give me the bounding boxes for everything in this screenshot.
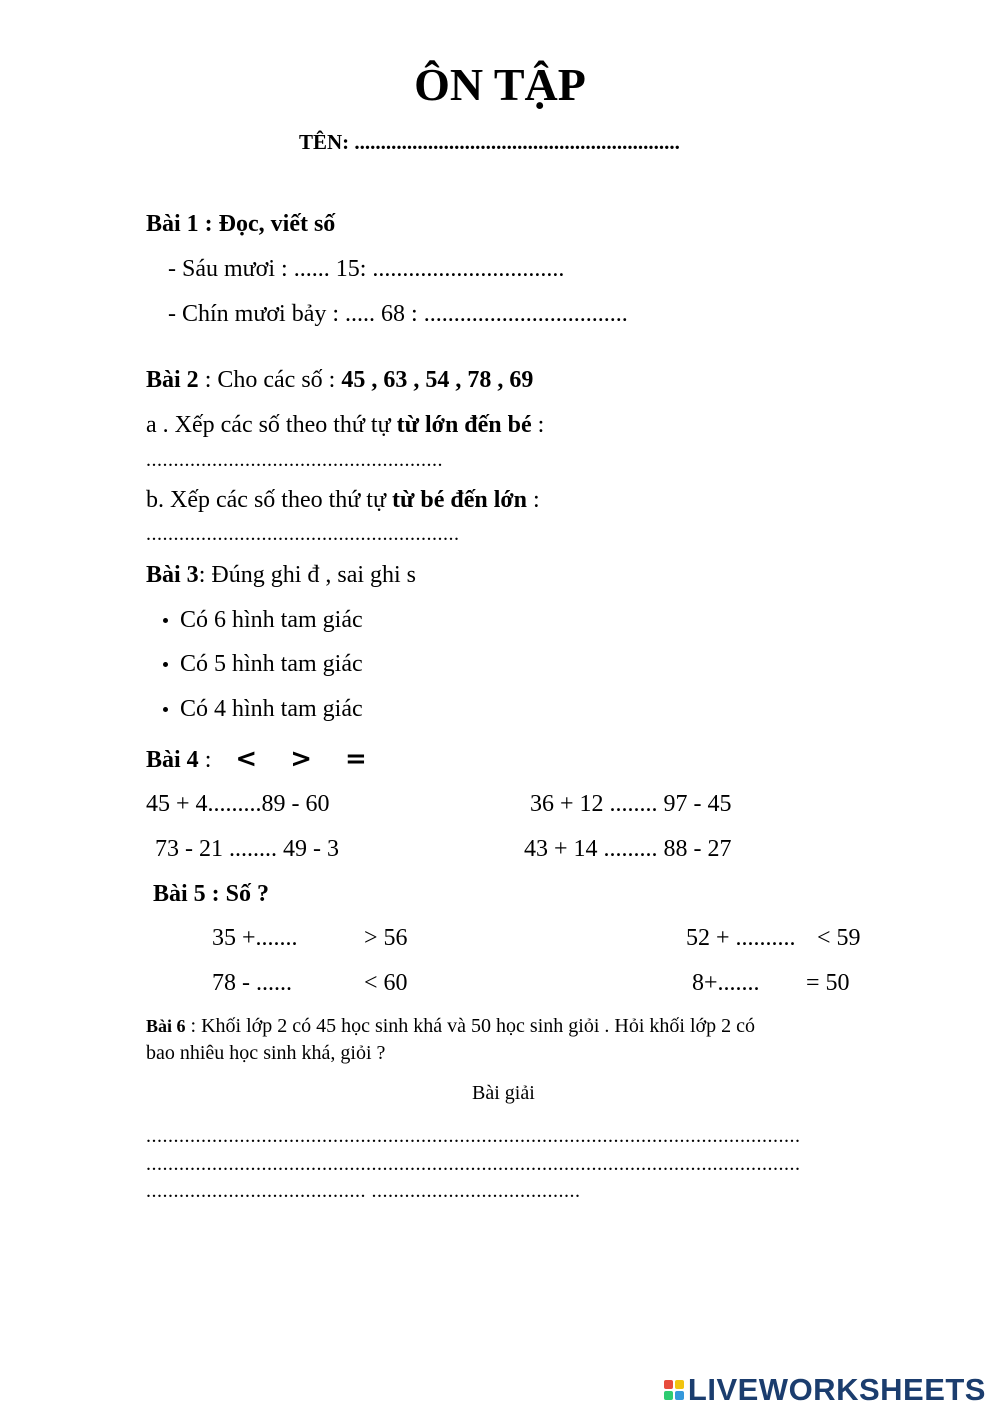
name-field[interactable]: TÊN: .............................................................. xyxy=(299,130,680,154)
comparison-symbols: < > = xyxy=(235,744,379,774)
bai5-heading: Bài 5 : Số ? xyxy=(153,881,270,907)
solution-answer-line[interactable]: ....................................................................................................................... xyxy=(146,1125,801,1147)
bai5-compare: > 56 xyxy=(364,925,408,951)
bai2-numbers: 45 , 63 , 54 , 78 , 69 xyxy=(341,367,534,393)
bai5-expr[interactable]: 35 +....... xyxy=(212,925,298,951)
bai4-expr[interactable]: 73 - 21 ........ 49 - 3 xyxy=(155,836,339,862)
bullet-icon xyxy=(163,662,168,667)
bai1-heading: Bài 1 : Đọc, viết số xyxy=(146,211,336,237)
bai4-colon: : xyxy=(198,747,212,773)
bai2-part-a xyxy=(146,412,544,439)
bai3-heading: Bài 3 xyxy=(146,562,199,588)
solution-label: Bài giải xyxy=(472,1082,535,1104)
bai5-compare: < 59 xyxy=(817,925,861,951)
bai4-expr[interactable]: 45 + 4.........89 - 60 xyxy=(146,791,330,817)
bai4-expr[interactable]: 43 + 14 ......... 88 - 27 xyxy=(524,836,732,862)
solution-answer-line[interactable]: ........................................ ...................................... xyxy=(146,1180,581,1202)
bai6-text: : Khối lớp 2 có 45 học sinh khá và 50 học sinh giỏi . Hỏi khối lớp 2 có xyxy=(185,1015,755,1037)
liveworksheets-logo xyxy=(664,1372,986,1408)
bai2-b-answer-line[interactable]: ......................................................... xyxy=(146,523,460,545)
solution-answer-line[interactable]: ....................................................................................................................... xyxy=(146,1153,801,1175)
bai1-line1[interactable]: - Sáu mươi : ...... 15: ................................ xyxy=(168,256,565,282)
logo-square xyxy=(664,1380,673,1389)
bai6-heading: Bài 6 xyxy=(146,1016,186,1036)
bai3-item-text: Có 6 hình tam giác xyxy=(180,607,363,633)
bai3-item-text: Có 4 hình tam giác xyxy=(180,696,363,722)
bai2-header xyxy=(146,367,533,394)
liveworksheets-logo-icon xyxy=(664,1380,684,1400)
bai2-intro: : Cho các số : xyxy=(198,367,342,393)
bai2-a-answer-line[interactable]: ...................................................... xyxy=(146,449,443,471)
bai5-expr[interactable]: 8+....... xyxy=(692,970,760,996)
bai2-a-prefix: a . Xếp các số theo thứ tự xyxy=(146,412,397,438)
bai5-expr[interactable]: 52 + .......... xyxy=(686,925,796,951)
bai3-item[interactable] xyxy=(163,651,363,678)
logo-square xyxy=(675,1391,684,1400)
bai2-b-suffix: : xyxy=(527,487,540,513)
logo-square xyxy=(675,1380,684,1389)
bai5-expr[interactable]: 78 - ...... xyxy=(212,970,292,996)
bai2-a-bold: từ lớn đến bé xyxy=(396,412,532,438)
bai3-item[interactable] xyxy=(163,696,363,723)
bai4-header xyxy=(146,744,379,774)
liveworksheets-brand: LIVEWORKSHEETS xyxy=(687,1372,986,1407)
bai6-problem-line1 xyxy=(146,1015,755,1038)
logo-square xyxy=(664,1391,673,1400)
bai2-a-suffix: : xyxy=(531,412,545,438)
bai3-header xyxy=(146,562,416,589)
bai3-instruction: : Đúng ghi đ , sai ghi s xyxy=(198,562,417,588)
bai3-item-text: Có 5 hình tam giác xyxy=(180,651,363,677)
bai5-compare: = 50 xyxy=(806,970,850,996)
bai2-heading: Bài 2 xyxy=(146,367,199,393)
bai4-heading: Bài 4 xyxy=(146,747,199,773)
bullet-icon xyxy=(163,618,168,623)
bai6-problem-line2: bao nhiêu học sinh khá, giỏi ? xyxy=(146,1042,386,1064)
bai2-part-b xyxy=(146,487,540,514)
page-title: ÔN TẬP xyxy=(414,59,586,110)
bai2-b-prefix: b. Xếp các số theo thứ tự xyxy=(146,487,392,513)
bai5-compare: < 60 xyxy=(364,970,408,996)
bullet-icon xyxy=(163,707,168,712)
bai1-line2[interactable]: - Chín mươi bảy : ..... 68 : .................................. xyxy=(168,301,628,327)
bai3-item[interactable] xyxy=(163,607,363,634)
bai2-b-bold: từ bé đến lớn xyxy=(391,487,527,513)
bai4-expr[interactable]: 36 + 12 ........ 97 - 45 xyxy=(530,791,732,817)
